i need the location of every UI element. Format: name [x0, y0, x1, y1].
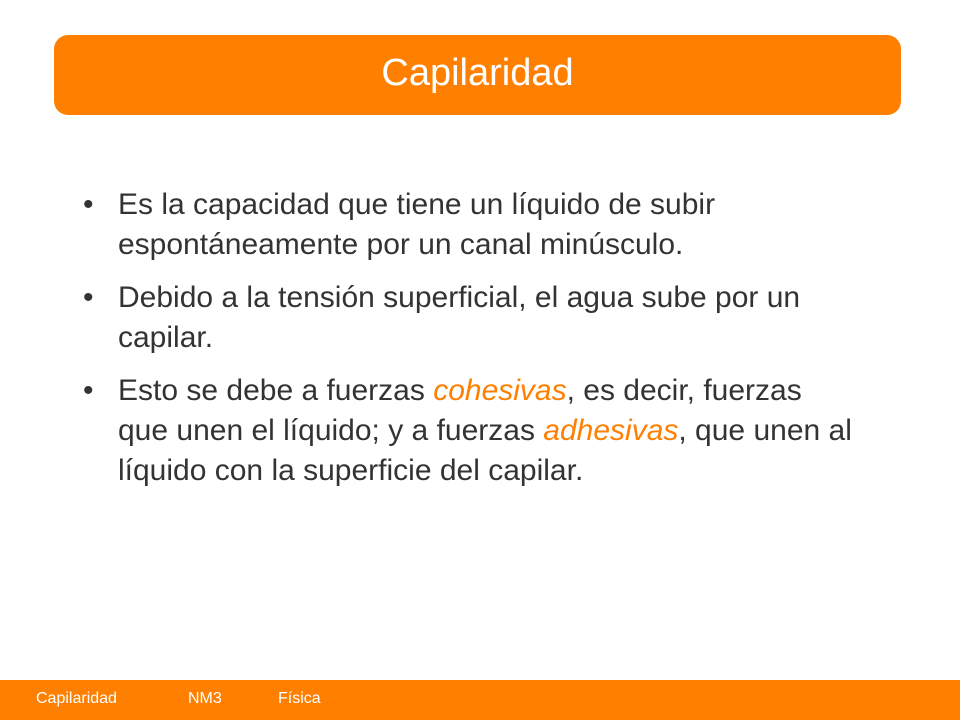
footer-level: NM3 [188, 690, 222, 707]
highlight-adhesivas: adhesivas [543, 414, 679, 447]
footer-bar [0, 680, 960, 720]
footer-subject: Física [278, 690, 321, 707]
bullet-text-part: , es decir, fuerzas que unen el líquido; y a fuerzas [118, 374, 802, 447]
highlight-cohesivas: cohesivas [433, 374, 567, 407]
bullet-marker: • [83, 281, 94, 314]
title-bar [54, 35, 901, 115]
bullet-marker: • [83, 374, 94, 407]
bullet-item-definition [0, 185, 858, 265]
bullet-item-surface-tension [0, 278, 858, 358]
bullet-marker: • [83, 188, 94, 221]
bullet-list [0, 185, 960, 504]
footer-topic: Capilaridad [36, 690, 117, 707]
bullet-text-part: Esto se debe a fuerzas [118, 374, 434, 407]
bullet-text: Debido a la tensión superficial, el agua sube por un capilar. [118, 281, 801, 354]
bullet-item-forces [0, 371, 858, 491]
bullet-text-part: , que unen al líquido con la superficie del capilar. [118, 414, 852, 487]
slide-title: Capilaridad [381, 52, 574, 94]
bullet-text: Es la capacidad que tiene un líquido de subir espontáneamente por un canal minúsculo. [118, 188, 716, 261]
